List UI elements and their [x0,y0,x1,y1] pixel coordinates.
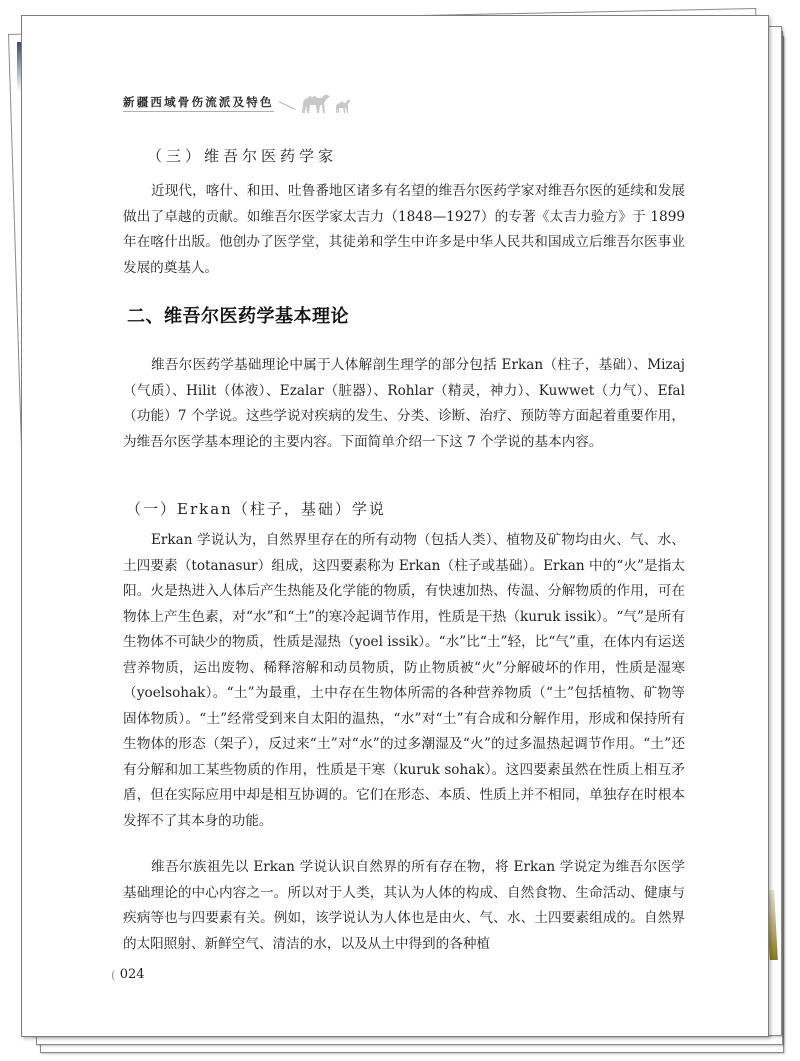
page-number [111,967,145,982]
page-number-value: 024 [119,967,145,982]
book-page [21,15,769,1037]
camel-icon [300,92,352,114]
paragraph-uyghur-physicians: 近现代，喀什、和田、吐鲁番地区诸多有名望的维吾尔医药学家对维吾尔医的延续和发展做出了卓越的贡献。如维吾尔医学家太吉力（1848—1927）的专著《太吉力验方》于 1899 年在喀什出版。他创办了医学堂，其徒弟和学生中许多是中华人民共和国成立后维吾尔医事业发展的奠基人。 [123,183,685,276]
running-head-title: 新疆西域骨伤流派及特色 [123,94,274,112]
page-number-mark: ( [111,967,116,982]
paragraph-erkan-theory: Erkan 学说认为，自然界里存在的所有动物（包括人类）、植物及矿物均由火、气、水、土四要素（totanasur）组成，这四要素称为 Erkan（柱子或基础）。Erkan 中的“火”是指太阳。火是热进入人体后产生热能及化学能的物质，有快速加热、传温、分解物质的作用，可在物体上产生色素，对“水”和“土”的寒冷起调节作用，性质是干热（kuruk issik）。“气”是所有生物体不可缺少的物质，性质是湿热（yoel issik）。“水”比“土”轻，比“气”重，在体内有运送营养物质，运出废物、稀释溶解和动员物质，防止物质被“火”分解破坏的作用，性质是湿寒（yoelsohak）。“土”为最重，土中存在生物体所需的各种营养物质（“土”包括植物、矿物等固体物质）。“土”经常受到来自太阳的温热，“水”对“土”有合成和分解作用，形成和保持所有生物体的形态（架子），反过来“土”对“水”的过多潮湿及“火”的过多温热起调节作用。“土”还有分解和加工某些物质的作用，性质是干寒（kuruk sohak）。这四要素虽然在性质上相互矛盾，但在实际应用中却是相互协调的。它们在形态、本质、性质上并不相同，单独存在时根本发挥不了其本身的功能。 [123,532,685,829]
chapter-heading-2: 二、维吾尔医药学基本理论 [127,306,349,327]
running-head [123,92,352,114]
section-heading-3: （三）维吾尔医药学家 [147,147,338,165]
paragraph-basic-theory: 维吾尔医药学基础理论中属于人体解剖生理学的部分包括 Erkan（柱子，基础）、Mizaj（气质）、Hilit（体液）、Ezalar（脏器）、Rohlar（精灵，神力）、Kuwwet（力气）、Efal（功能）7 个学说。这些学说对疾病的发生、分类、诊断、治疗、预防等方面起着重要作用，为维吾尔医学基本理论的主要内容。下面简单介绍一下这 7 个学说的基本内容。 [123,357,685,450]
header-divider [278,101,295,110]
paragraph-erkan-ancestors: 维吾尔族祖先以 Erkan 学说认识自然界的所有存在物，将 Erkan 学说定为维吾尔医学基础理论的中心内容之一。所以对于人类，其认为人体的构成、自然食物、生命活动、健康与疾病等也与四要素有关。例如，该学说认为人体也是由火、气、水、土四要素组成的。自然界的太阳照射、新鲜空气、清洁的水，以及从土中得到的各种植 [123,859,685,952]
section-heading-1: （一）Erkan（柱子，基础）学说 [126,500,386,518]
